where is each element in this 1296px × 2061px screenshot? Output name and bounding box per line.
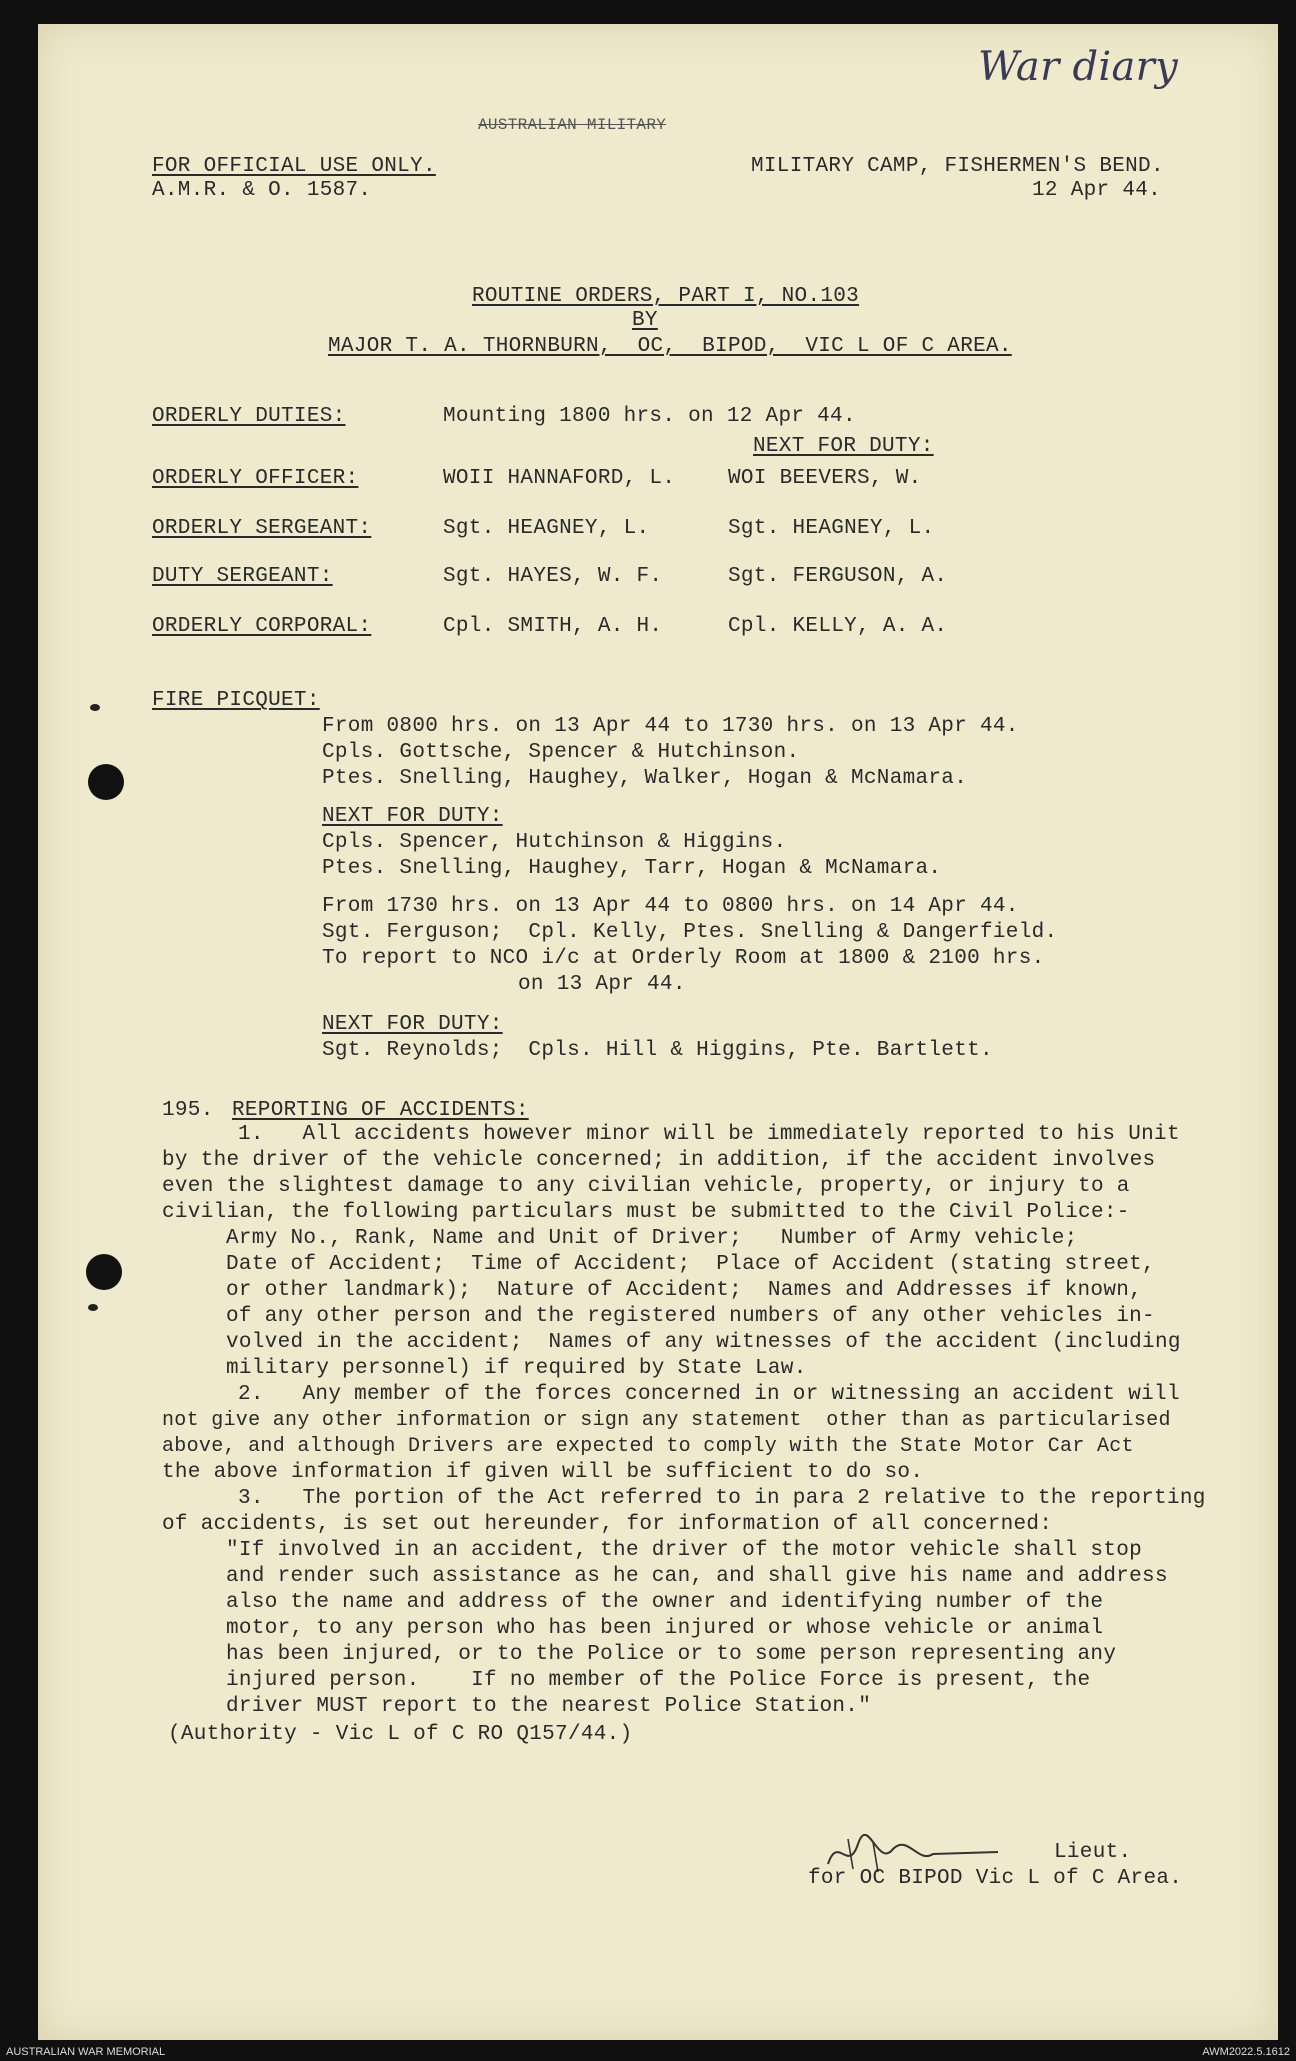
fire-picquet-line: Cpls. Spencer, Hutchinson & Higgins. — [322, 831, 787, 854]
section-line: above, and although Drivers are expected to comply with the State Motor Car Act — [162, 1435, 1134, 1458]
punch-hole — [86, 1254, 122, 1290]
title-line3: MAJOR T. A. THORNBURN, OC, BIPOD, VIC L OF C AREA. — [328, 335, 1012, 358]
fire-picquet-line: Sgt. Ferguson; Cpl. Kelly, Ptes. Snelling & Dangerfield. — [322, 921, 1058, 944]
section-number: 195. — [162, 1099, 214, 1122]
duty-row-current: Sgt. HAYES, W. F. — [443, 565, 663, 588]
fire-picquet-line: To report to NCO i/c at Orderly Room at 1800 & 2100 hrs. — [322, 947, 1045, 970]
section-line: injured person. If no member of the Police Force is present, the — [226, 1669, 1091, 1692]
duty-row-label: ORDERLY SERGEANT: — [152, 517, 372, 540]
fire-picquet-line: on 13 Apr 44. — [518, 973, 686, 996]
fire-picquet-line: NEXT FOR DUTY: — [322, 805, 503, 828]
punch-hole — [88, 764, 124, 800]
section-line: volved in the accident; Names of any witnesses of the accident (including — [226, 1331, 1181, 1354]
fire-picquet-line: Cpls. Gottsche, Spencer & Hutchinson. — [322, 741, 800, 764]
fire-picquet-line: Ptes. Snelling, Haughey, Walker, Hogan & McNamara. — [322, 767, 968, 790]
section-line: of any other person and the registered numbers of any other vehicles in- — [226, 1305, 1155, 1328]
war-diary-annotation: War diary — [978, 44, 1178, 90]
section-line: 3. The portion of the Act referred to in para 2 relative to the reporting — [238, 1487, 1206, 1510]
section-line: 1. All accidents however minor will be immediately reported to his Unit — [238, 1123, 1180, 1146]
duty-row-next: Sgt. FERGUSON, A. — [728, 565, 948, 588]
fire-picquet-line: Sgt. Reynolds; Cpls. Hill & Higgins, Pte. Bartlett. — [322, 1039, 993, 1062]
duty-row-label: DUTY SERGEANT: — [152, 565, 333, 588]
section-line: Date of Accident; Time of Accident; Place of Accident (stating street, — [226, 1253, 1155, 1276]
section-line: motor, to any person who has been injured or whose vehicle or animal — [226, 1617, 1104, 1640]
fire-picquet-label: FIRE PICQUET: — [152, 689, 320, 712]
section-line: and render such assistance as he can, and shall give his name and address — [226, 1565, 1168, 1588]
section-line: "If involved in an accident, the driver of the motor vehicle shall stop — [226, 1539, 1143, 1562]
section-line: even the slightest damage to any civilian vehicle, property, or injury to a — [162, 1175, 1130, 1198]
section-line: by the driver of the vehicle concerned; in addition, if the accident involves — [162, 1149, 1156, 1172]
section-line: driver MUST report to the nearest Police Station." — [226, 1695, 872, 1718]
footer-right: AWM2022.5.1612 — [1202, 2046, 1290, 2058]
fire-picquet-line: NEXT FOR DUTY: — [322, 1013, 503, 1036]
orderly-duties-label: ORDERLY DUTIES: — [152, 405, 346, 428]
footer-left: AUSTRALIAN WAR MEMORIAL — [6, 2046, 166, 2058]
orderly-duties-value: Mounting 1800 hrs. on 12 Apr 44. — [443, 405, 856, 428]
section-heading: REPORTING OF ACCIDENTS: — [232, 1099, 529, 1122]
amr-reference: A.M.R. & O. 1587. — [152, 179, 372, 202]
section-line: has been injured, or to the Police or to some person representing any — [226, 1643, 1117, 1666]
next-for-duty-heading: NEXT FOR DUTY: — [753, 435, 934, 458]
signature-for-line: for OC BIPOD Vic L of C Area. — [808, 1867, 1183, 1890]
section-line: 2. Any member of the forces concerned in or witnessing an accident will — [238, 1383, 1180, 1406]
camp-location: MILITARY CAMP, FISHERMEN'S BEND. — [751, 155, 1164, 178]
obscured-heading: AUSTRALIAN MILITARY — [478, 116, 667, 134]
section-line: the above information if given will be sufficient to do so. — [162, 1461, 924, 1484]
fire-picquet-line: Ptes. Snelling, Haughey, Tarr, Hogan & McNamara. — [322, 857, 942, 880]
section-line: military personnel) if required by State Law. — [226, 1357, 807, 1380]
section-line: also the name and address of the owner and identifying number of the — [226, 1591, 1104, 1614]
section-line: civilian, the following particulars must be submitted to the Civil Police:- — [162, 1201, 1130, 1224]
official-use-line: FOR OFFICIAL USE ONLY. — [152, 155, 436, 178]
title-line2: BY — [632, 309, 658, 332]
section-line: of accidents, is set out hereunder, for information of all concerned: — [162, 1513, 1053, 1536]
authority-line: (Authority - Vic L of C RO Q157/44.) — [168, 1723, 633, 1746]
ink-speck — [90, 704, 100, 711]
duty-row-next: WOI BEEVERS, W. — [728, 467, 922, 490]
duty-row-current: Sgt. HEAGNEY, L. — [443, 517, 650, 540]
title-line1: ROUTINE ORDERS, PART I, NO.103 — [472, 285, 860, 308]
ink-speck — [88, 1304, 98, 1311]
section-line: Army No., Rank, Name and Unit of Driver; Number of Army vehicle; — [226, 1227, 1078, 1250]
duty-row-label: ORDERLY CORPORAL: — [152, 615, 372, 638]
duty-row-current: WOII HANNAFORD, L. — [443, 467, 676, 490]
fire-picquet-line: From 0800 hrs. on 13 Apr 44 to 1730 hrs. on 13 Apr 44. — [322, 715, 1019, 738]
duty-row-next: Sgt. HEAGNEY, L. — [728, 517, 935, 540]
fire-picquet-line: From 1730 hrs. on 13 Apr 44 to 0800 hrs. on 14 Apr 44. — [322, 895, 1019, 918]
duty-row-current: Cpl. SMITH, A. H. — [443, 615, 663, 638]
document-page — [38, 24, 1278, 2040]
duty-row-next: Cpl. KELLY, A. A. — [728, 615, 948, 638]
section-line: or other landmark); Nature of Accident; Names and Addresses if known, — [226, 1279, 1143, 1302]
order-date: 12 Apr 44. — [1032, 179, 1162, 202]
duty-row-label: ORDERLY OFFICER: — [152, 467, 359, 490]
section-line: not give any other information or sign any statement other than as particularised — [162, 1409, 1171, 1432]
signature-rank: Lieut. — [1054, 1841, 1132, 1864]
